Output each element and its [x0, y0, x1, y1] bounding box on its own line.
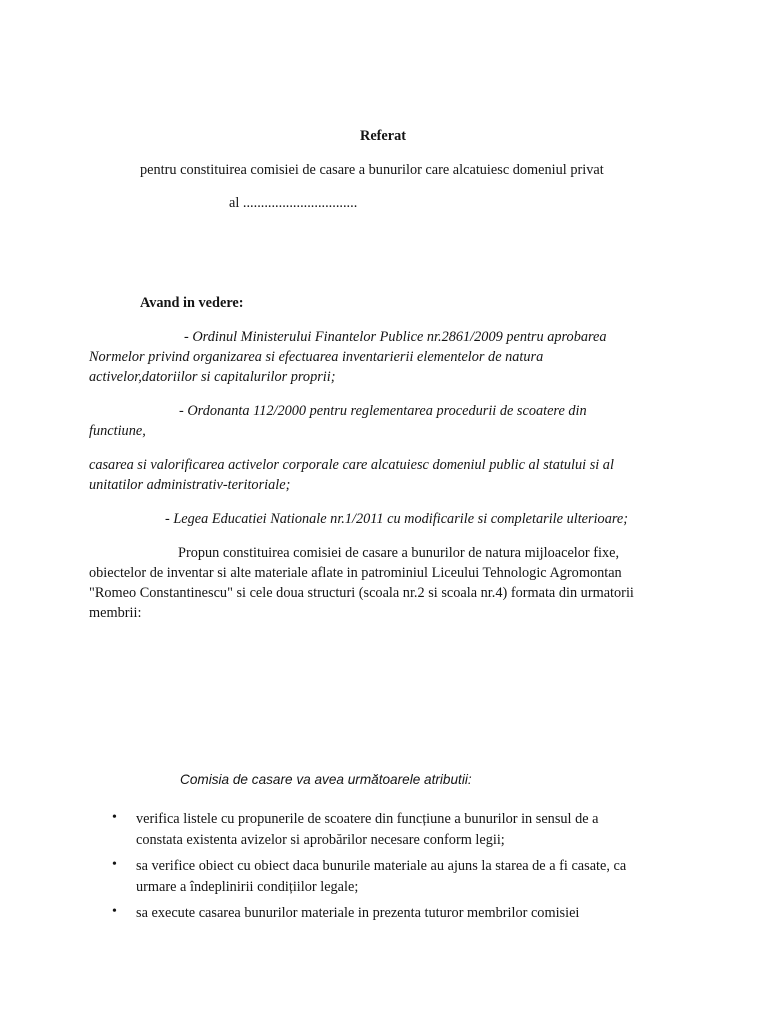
proposal-line-1: Propun constituirea comisiei de casare a bunurilor de natura mijloacelor fixe,: [178, 545, 620, 561]
proposal-line-4: membrii:: [89, 605, 142, 621]
proposal-line-3: "Romeo Constantinescu" si cele doua structuri (scoala nr.2 si scoala nr.4) formata din urmatorii: [89, 585, 634, 601]
legal-ref-3-line-2: unitatilor administrativ-teritoriale;: [89, 477, 291, 493]
legal-ref-1-line-2: Normelor privind organizarea si efectuarea inventarierii elementelor de natura: [89, 349, 544, 365]
duty-2-line-2: urmare a îndeplinirii condițiilor legale;: [136, 879, 359, 895]
bullet-icon: •: [112, 810, 117, 825]
section-heading: Avand in vedere:: [140, 295, 244, 311]
legal-ref-2-line-2: functiune,: [89, 423, 146, 439]
legal-ref-2-line-1: - Ordonanta 112/2000 pentru reglementarea procedurii de scoatere din: [179, 403, 587, 419]
duty-3-line-1: sa execute casarea bunurilor materiale in prezenta tuturor membrilor comisiei: [136, 905, 580, 921]
bullet-icon: •: [112, 857, 117, 872]
document-subtitle: pentru constituirea comisiei de casare a bunurilor care alcatuiesc domeniul privat: [140, 162, 604, 178]
legal-ref-3-line-1: casarea si valorificarea activelor corporale care alcatuiesc domeniul public al statului si al: [89, 457, 614, 473]
duty-1-line-1: verifica listele cu propunerile de scoatere din funcțiune a bunurilor in sensul de a: [136, 811, 599, 827]
duties-heading: Comisia de casare va avea următoarele atributii:: [180, 772, 472, 787]
proposal-line-2: obiectelor de inventar si alte materiale aflate in patrominiul Liceului Tehnologic Agromontan: [89, 565, 622, 581]
document-title: Referat: [360, 128, 407, 144]
legal-ref-4-line-1: - Legea Educatiei Nationale nr.1/2011 cu modificarile si completarile ulterioare;: [165, 511, 628, 527]
legal-ref-1-line-1: - Ordinul Ministerului Finantelor Publice nr.2861/2009 pentru aprobarea: [184, 329, 607, 345]
duty-2-line-1: sa verifice obiect cu obiect daca bunurile materiale au ajuns la starea de a fi casate, ca: [136, 858, 627, 874]
duty-1-line-2: constata existenta avizelor si aprobărilor necesare conform legii;: [136, 832, 505, 848]
document-subtitle-line2: al ................................: [229, 195, 358, 211]
legal-ref-1-line-3: activelor,datoriilor si capitalurilor proprii;: [89, 369, 336, 385]
bullet-icon: •: [112, 904, 117, 919]
